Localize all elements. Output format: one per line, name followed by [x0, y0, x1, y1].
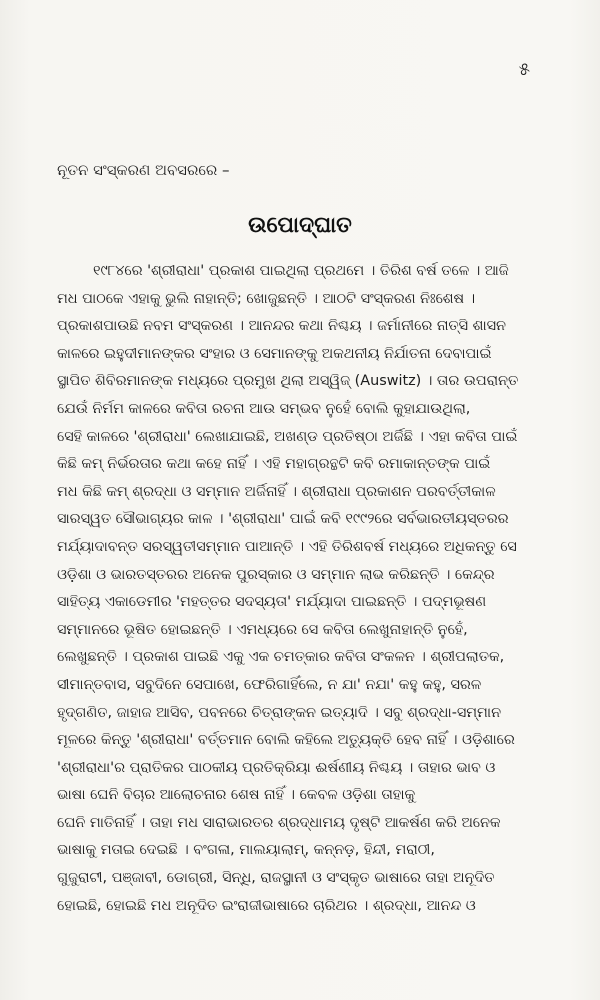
- text-line: ସ୍ଥାପିତ ଶିବିରମାନଙ୍କ ମଧ୍ୟରେ ପ୍ରମୁଖ ଥିଲା ଅସ୍ୱିଜ୍ (Auswitz) । ତାର ଉପରାନ୍ତ: [57, 373, 519, 390]
- text-line: କାଳରେ ଇହୁଦୀମାନଙ୍କର ସଂହାର ଓ ସେମାନଙ୍କୁ ଅକଥନୀୟ ନିର୍ଯାତନା ଦେବାପାଇଁ: [57, 345, 492, 362]
- text-line: 'ଶ୍ରୀରାଧା'ର ପ୍ରାତିକର ପାଠକୀୟ ପ୍ରତିକ୍ରିୟା ଈର୍ଷଣୀୟ ନିଶ୍ଚୟ । ତାହାର ଭାବ ଓ: [57, 759, 496, 776]
- text-line: ମଧ କିଛି କମ୍ ଶ୍ରଦ୍ଧା ଓ ସମ୍ମାନ ଅର୍ଜିନାହିଁ । ଶ୍ରୀରାଧା ପ୍ରକାଶନ ପରବର୍ତ୍ତୀକାଳ: [57, 483, 496, 500]
- text-line: କିଛି କମ୍ ନିର୍ଭରତାର କଥା କହେ ନାହିଁ । ଏହି ମହାଗ୍ରନ୍ଥଟି କବି ରମାକାନ୍ତଙ୍କ ପାଇଁ: [57, 456, 491, 473]
- page-number: ୫: [518, 59, 530, 80]
- text-line: ସେହି କାଳରେ 'ଶ୍ରୀରାଧା' ଲେଖାଯାଇଛି, ଅଖଣ୍ଡ ପ୍ରତିଷ୍ଠା ଅର୍ଜିଛି । ଏହା କବିତା ପାଇଁ: [57, 428, 518, 445]
- text-line: ଓଡ଼ିଶା ଓ ଭାରତସ୍ତରର ଅନେକ ପୁରସ୍କାର ଓ ସମ୍ମାନ ଲାଭ କରିଛନ୍ତି । କେନ୍ଦ୍ର: [57, 566, 495, 583]
- text-line: ଗୁଜୁରାଟୀ, ପଞ୍ଜାବୀ, ଡୋଗ୍ରୀ, ସିନ୍ଧି, ରାଜସ୍ଥାନୀ ଓ ସଂସ୍କୃତ ଭାଷାରେ ତାହା ଅନୂଦିତ: [57, 870, 495, 887]
- text-line: ଭାଷା ଘେନି ବିଚାର ଆଲୋଚନାର ଶେଷ ନାହିଁ । କେବଳ ଓଡ଼ିଶା ତାହାକୁ: [57, 787, 416, 804]
- text-line: ଘେନି ମାତିନାହିଁ । ତାହା ମଧ ସାରାଭାରତର ଶ୍ରଦ୍ଧାମୟ ଦୃଷ୍ଟି ଆକର୍ଷଣ କରି ଅନେକ: [57, 814, 501, 831]
- text-line: ସାହିତ୍ୟ ଏକାଡେମୀର 'ମହତ୍ତର ସଦସ୍ୟତା' ମର୍ଯ୍ୟାଦା ପାଇଛନ୍ତି । ପଦ୍ମଭୂଷଣ: [57, 594, 487, 611]
- text-line: ସମ୍ମାନରେ ଭୂଷିତ ହୋଇଛନ୍ତି । ଏମଧ୍ୟରେ ସେ କବିତା ଲେଖୁନାହାନ୍ତି ନୁହେଁ,: [57, 621, 468, 638]
- text-line: ମୂଳରେ କିନ୍ତୁ 'ଶ୍ରୀରାଧା' ବର୍ତ୍ତମାନ ବୋଲି କହିଲେ ଅତ୍ୟୁକ୍ତି ହେବ ନାହିଁ । ଓଡ଼ିଶାରେ: [57, 732, 515, 749]
- text-line: ସାରସ୍ୱତ ସୌଭାଗ୍ୟର କାଳ । 'ଶ୍ରୀରାଧା' ପାଇଁ କବି ୧୯୯୨ରେ ସର୍ବଭାରତୀୟସ୍ତରର: [57, 511, 509, 528]
- preface-line: ନୂତନ ସଂସ୍କରଣ ଅବସରରେ –: [57, 161, 230, 179]
- body-paragraph: [57, 258, 552, 920]
- text-line: ପ୍ରକାଶପାଉଛି ନବମ ସଂସ୍କରଣ । ଆନନ୍ଦର କଥା ନିଶ୍ଚୟ । ଜର୍ମାନୀରେ ନାତ୍ସି ଶାସନ: [57, 318, 506, 335]
- text-line: ୧୯୮୪ରେ 'ଶ୍ରୀରାଧା' ପ୍ରକାଶ ପାଇଥିଲା ପ୍ରଥମେ । ତିରିଶ ବର୍ଷ ତଳେ । ଆଜି: [93, 263, 509, 279]
- text-line: ହୋଇଛି, ହୋଇଛି ମଧ ଅନୂଦିତ ଇଂରାଜୀଭାଷାରେ ଚାରିଥର । ଶ୍ରଦ୍ଧା, ଆନନ୍ଦ ଓ: [57, 897, 476, 914]
- text-line: ସୀମାନ୍ତବାସ, ସବୁଦିନେ ସେପାଖେ, ଫେରିଗାହିଁଲେ, ନ ଯା' ନଯା' କହୁ କହୁ, ସରଳ: [57, 676, 482, 693]
- chapter-heading: ଉପୋଦ୍‌ଘାତ: [248, 213, 352, 238]
- text-line: ଭାଷାକୁ ମତାଇ ଦେଇଛି । ବଂଗଳା, ମାଲୟାଲାମ୍, କନ୍ନଡ଼, ହିନ୍ଦୀ, ମରାଠୀ,: [57, 842, 435, 859]
- text-line: ହୃଦ୍‌ଗଣିତ, ଜାହାଜ ଆସିବ, ପବନରେ ଚିତ୍ରାଙ୍କନ ଇତ୍ୟାଦି । ସବୁ ଶ୍ରଦ୍ଧା-ସମ୍ମାନ: [57, 704, 502, 721]
- text-line: ମଧ ପାଠକେ ଏହାକୁ ଭୁଲି ନାହାନ୍ତି; ଖୋଜୁଛନ୍ତି । ଆଠଟି ସଂସ୍କରଣ ନିଃଶେଷ ।: [57, 290, 476, 307]
- text-line: ଲେଖୁଛନ୍ତି । ପ୍ରକାଶ ପାଇଛି ଏକୁ ଏକ ଚମତ୍କାର କବିତା ସଂକଳନ । ଶ୍ରୀପଲାତକ,: [57, 649, 505, 666]
- text-line: ଯେଉଁ ନିର୍ମମ କାଳରେ କବିତା ରଚନା ଆଉ ସମ୍ଭବ ନୁହେଁ ବୋଲି କୁହାଯାଉଥିଲା,: [57, 400, 471, 417]
- text-line: ମର୍ଯ୍ୟାଦାବନ୍ତ ସରସ୍ୱତୀସମ୍ମାନ ପାଆନ୍ତି । ଏହି ତିରିଶବର୍ଷ ମଧ୍ୟରେ ଅଧିକନ୍ତୁ ସେ: [57, 538, 517, 555]
